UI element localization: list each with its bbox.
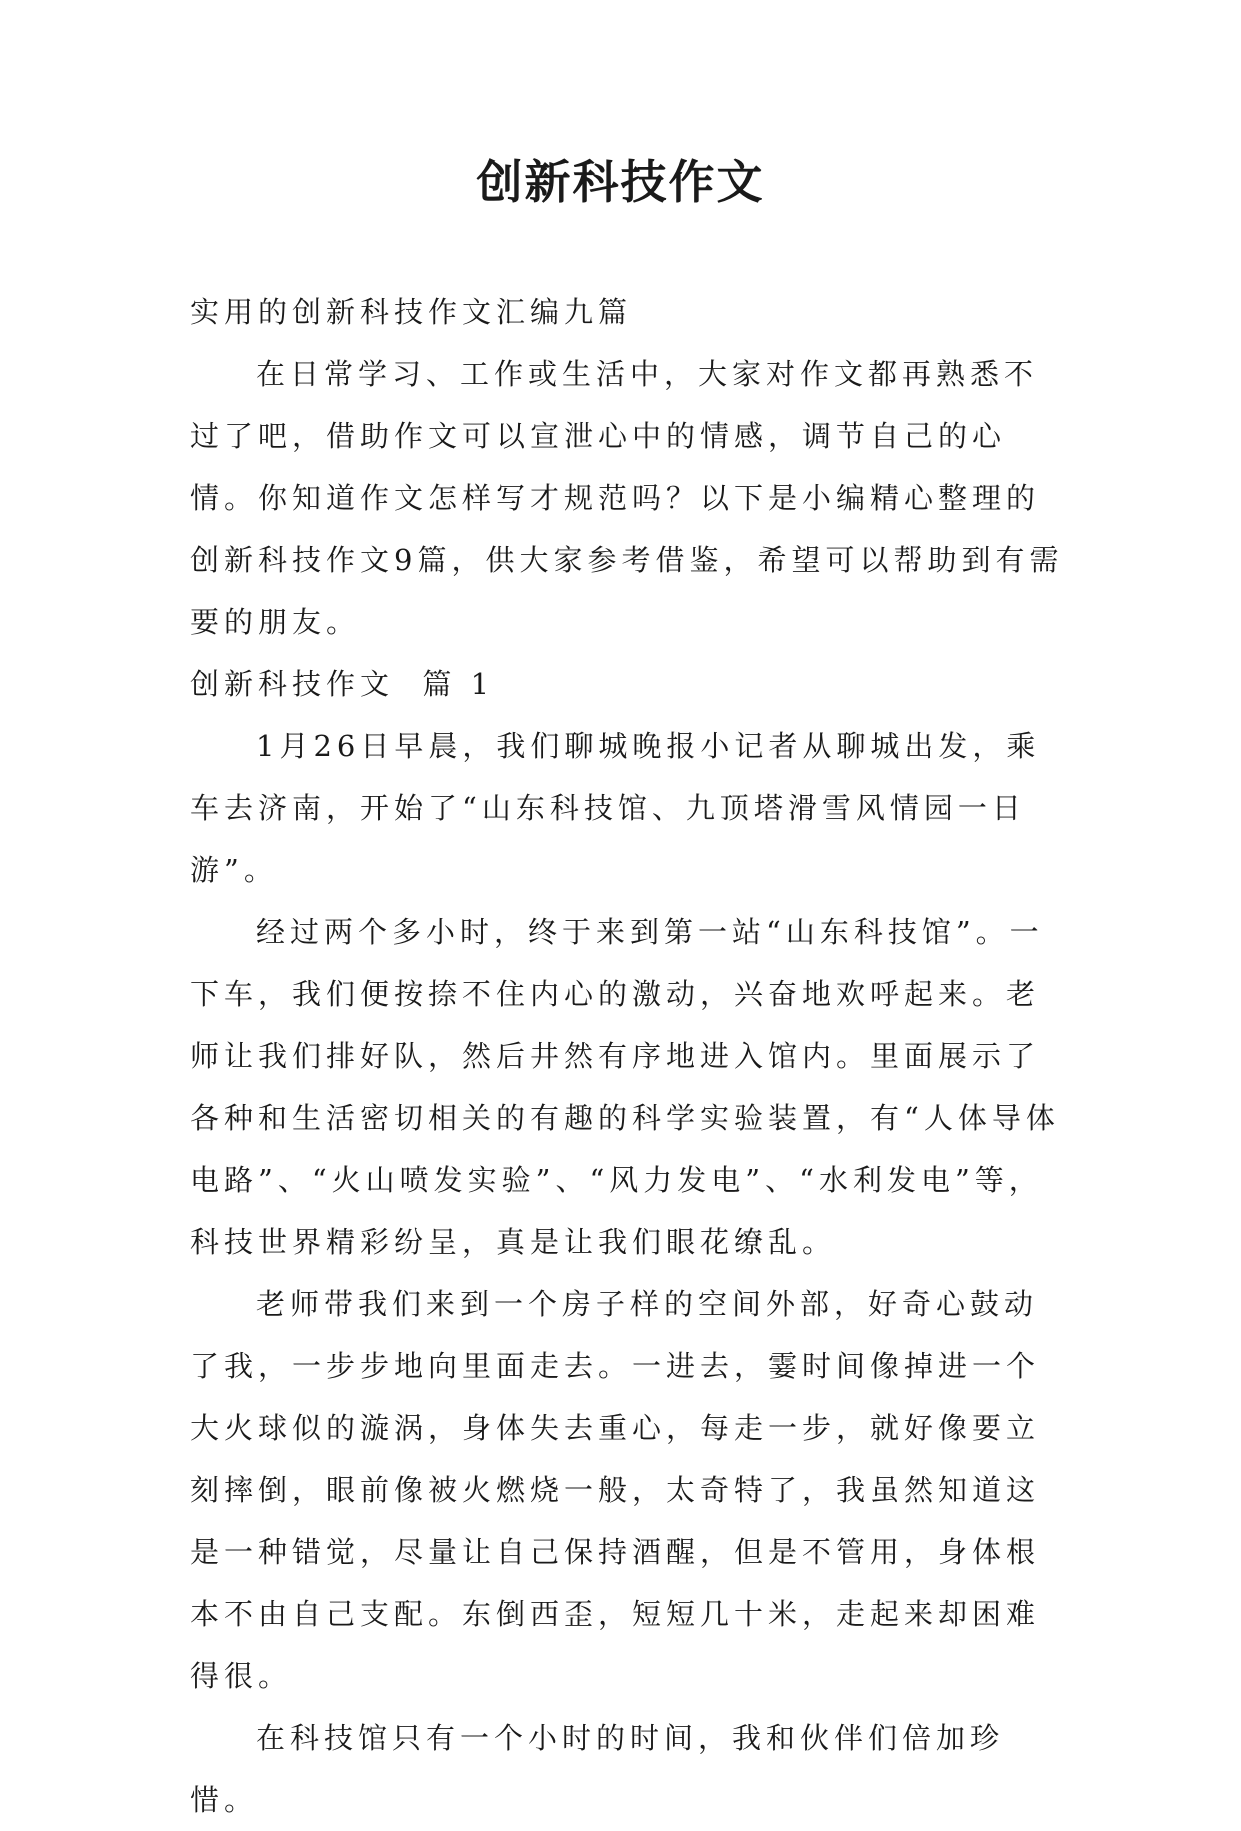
document-title: 创新科技作文 [476,155,765,209]
document-subtitle: 实用的创新科技作文汇编九篇 [190,295,633,329]
document-body [190,281,1070,1831]
body-paragraph-4: 在科技馆只有一个小时的时间，我和伙伴们倍加珍惜。 [190,1721,1005,1817]
body-paragraph-2: 经过两个多小时，终于来到第一站“山东科技馆”。一下车，我们便按捺不住内心的激动，兴奋地欢呼起来。老师让我们排好队，然后井然有序地进入馆内。里面展示了各种和生活密切相关的有趣的科学实验装置，有“人体导体电路”、“火山喷发实验”、“风力发电”、“水利发电”等，科技世界精彩纷呈，真是让我们眼花缭乱。 [190,915,1060,1259]
body-paragraph-3: 老师带我们来到一个房子样的空间外部，好奇心鼓动了我，一步步地向里面走去。一进去，霎时间像掉进一个大火球似的漩涡，身体失去重心，每走一步，就好像要立刻摔倒，眼前像被火燃烧一般，太奇特了，我虽然知道这是一种错觉，尽量让自己保持酒醒，但是不管用，身体根本不由自己支配。东倒西歪，短短几十米，走起来却困难得很。 [190,1287,1041,1693]
intro-paragraph: 在日常学习、工作或生活中，大家对作文都再熟悉不过了吧，借助作文可以宣泄心中的情感，调节自己的心情。你知道作文怎样写才规范吗？以下是小编精心整理的创新科技作文9篇，供大家参考借鉴，希望可以帮助到有需要的朋友。 [190,357,1064,639]
body-paragraph-1: 1月26日早晨，我们聊城晚报小记者从聊城出发，乘车去济南，开始了“山东科技馆、九顶塔滑雪风情园一日游”。 [190,729,1041,887]
section-heading: 创新科技作文 篇 1 [190,667,495,701]
